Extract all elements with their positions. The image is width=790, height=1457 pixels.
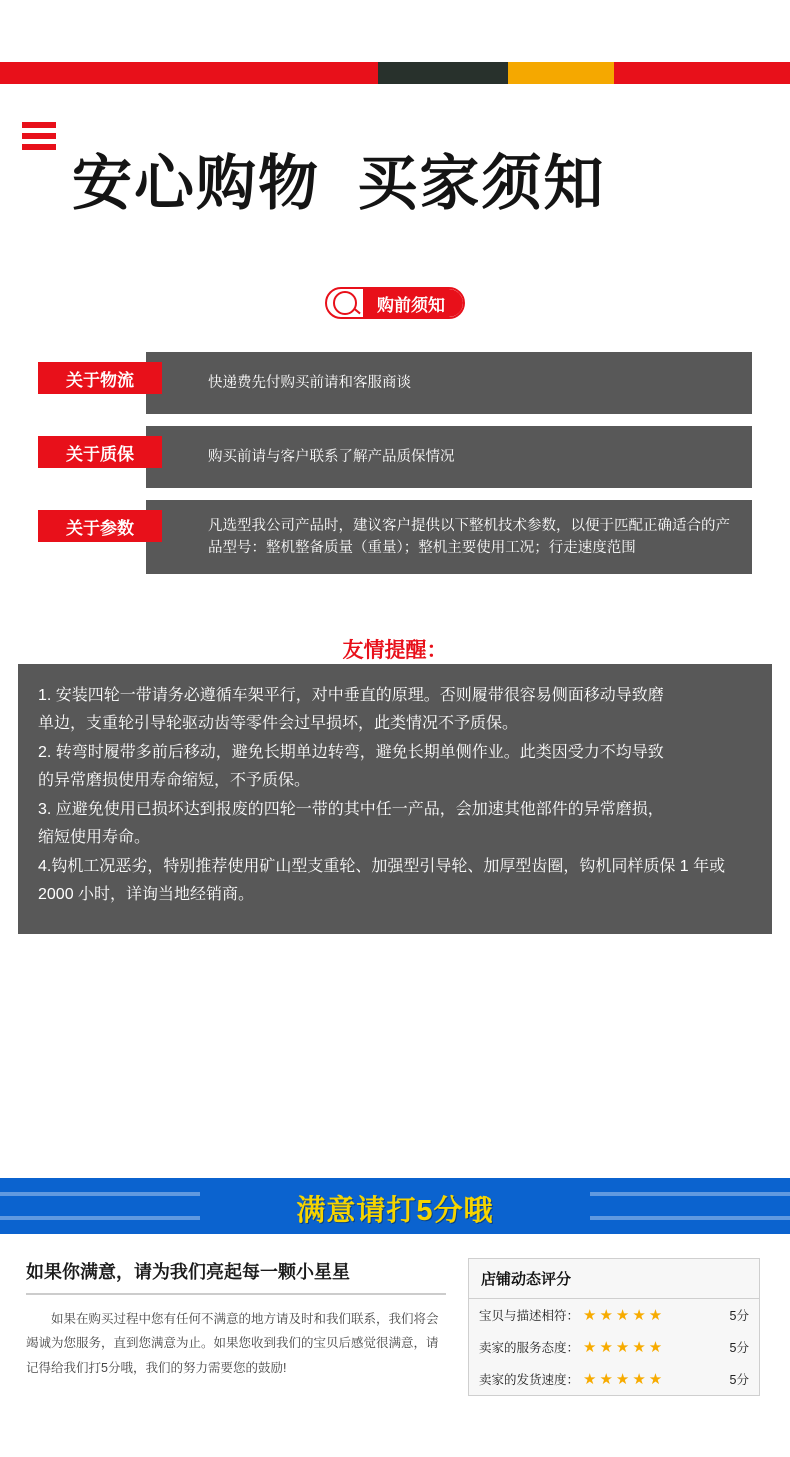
- rating-row: [469, 1299, 759, 1331]
- top-bar-segment-dark: [378, 62, 508, 84]
- rating-request-text: 满意请打5分哦: [296, 1195, 494, 1227]
- info-row: [38, 500, 752, 574]
- shop-rating-title: 店铺动态评分: [469, 1259, 759, 1299]
- reminder-line: 3. 应避免使用已损坏达到报废的四轮一带的其中任一产品，会加速其他部件的异常磨损，: [38, 800, 664, 818]
- satisfaction-block: [26, 1258, 446, 1396]
- hamburger-icon: [22, 122, 56, 155]
- rating-row-label: 卖家的发货速度：: [479, 1373, 580, 1387]
- reminder-line: 缩短使用寿命。: [38, 829, 151, 847]
- info-row: [38, 352, 752, 414]
- rating-row-score: 5分: [729, 1309, 749, 1323]
- top-bar-segment-red-right: [614, 62, 790, 84]
- star-icon-group: ★★★★★: [583, 1307, 666, 1324]
- rating-request-banner: [0, 1178, 790, 1234]
- satisfaction-lead: 如果你满意，请为我们亮起每一颗小星星: [26, 1258, 446, 1295]
- info-row-tag: 关于质保: [38, 436, 162, 468]
- info-row-tag: 关于参数: [38, 510, 162, 542]
- search-icon: [333, 291, 357, 315]
- reminder-title-text: 友情提醒：: [343, 634, 448, 670]
- satisfaction-paragraph: 如果在购买过程中您有任何不满意的地方请及时和我们联系，我们将会竭诚为您服务，直到您满意为止。如果您收到我们的宝贝后感觉很满意，请记得给我们打5分哦，我们的努力需要您的鼓励!: [26, 1312, 439, 1375]
- rating-row: [469, 1363, 759, 1395]
- info-row: [38, 426, 752, 488]
- rating-row-score: 5分: [729, 1373, 749, 1387]
- star-icon-group: ★★★★★: [583, 1339, 666, 1356]
- reminder-line: 的异常磨损使用寿命缩短，不予质保。: [38, 772, 311, 790]
- rating-row: [469, 1331, 759, 1363]
- rating-row-score: 5分: [729, 1341, 749, 1355]
- purchase-notice-pill: [325, 287, 465, 319]
- info-row-tag: 关于物流: [38, 362, 162, 394]
- reminder-line: 4.钩机工况恶劣，特别推荐使用矿山型支重轮、加强型引导轮、加厚型齿圈，钩机同样质保 1 年或 2000 小时，详询当地经销商。: [38, 857, 726, 904]
- reminder-line: 2. 转弯时履带多前后移动，避免长期单边转弯，避免长期单侧作业。此类因受力不均导致: [38, 743, 664, 761]
- info-row-text: 快递费先付购买前请和客服商谈: [146, 352, 752, 414]
- bottom-section: [0, 1258, 790, 1396]
- top-bar-segment-red-left: [0, 62, 378, 84]
- info-row-list: [38, 352, 752, 586]
- page-title: 安心购物 买家须知: [72, 150, 606, 217]
- reminder-box: [18, 664, 772, 934]
- top-bar-segment-yellow: [508, 62, 614, 84]
- reminder-line: 1. 安装四轮一带请务必遵循车架平行，对中垂直的原理。否则履带很容易侧面移动导致磨: [38, 687, 664, 704]
- rating-row-label: 卖家的服务态度：: [479, 1341, 580, 1355]
- shop-rating-card: [468, 1258, 760, 1396]
- rating-row-label: 宝贝与描述相符：: [479, 1309, 580, 1323]
- purchase-notice-label: 购前须知: [363, 289, 463, 317]
- star-icon-group: ★★★★★: [583, 1371, 666, 1388]
- info-row-text: 凡选型我公司产品时，建议客户提供以下整机技术参数，以便于匹配正确适合的产品型号：整机整备质量（重量）；整机主要使用工况；行走速度范围: [146, 500, 752, 574]
- section-heading-wrap: [0, 287, 790, 319]
- reminder-line: 单边，支重轮引导轮驱动齿等零件会过早损坏，此类情况不予质保。: [38, 715, 519, 733]
- top-color-bar: [0, 62, 790, 84]
- info-row-text: 购买前请与客户联系了解产品质保情况: [146, 426, 752, 488]
